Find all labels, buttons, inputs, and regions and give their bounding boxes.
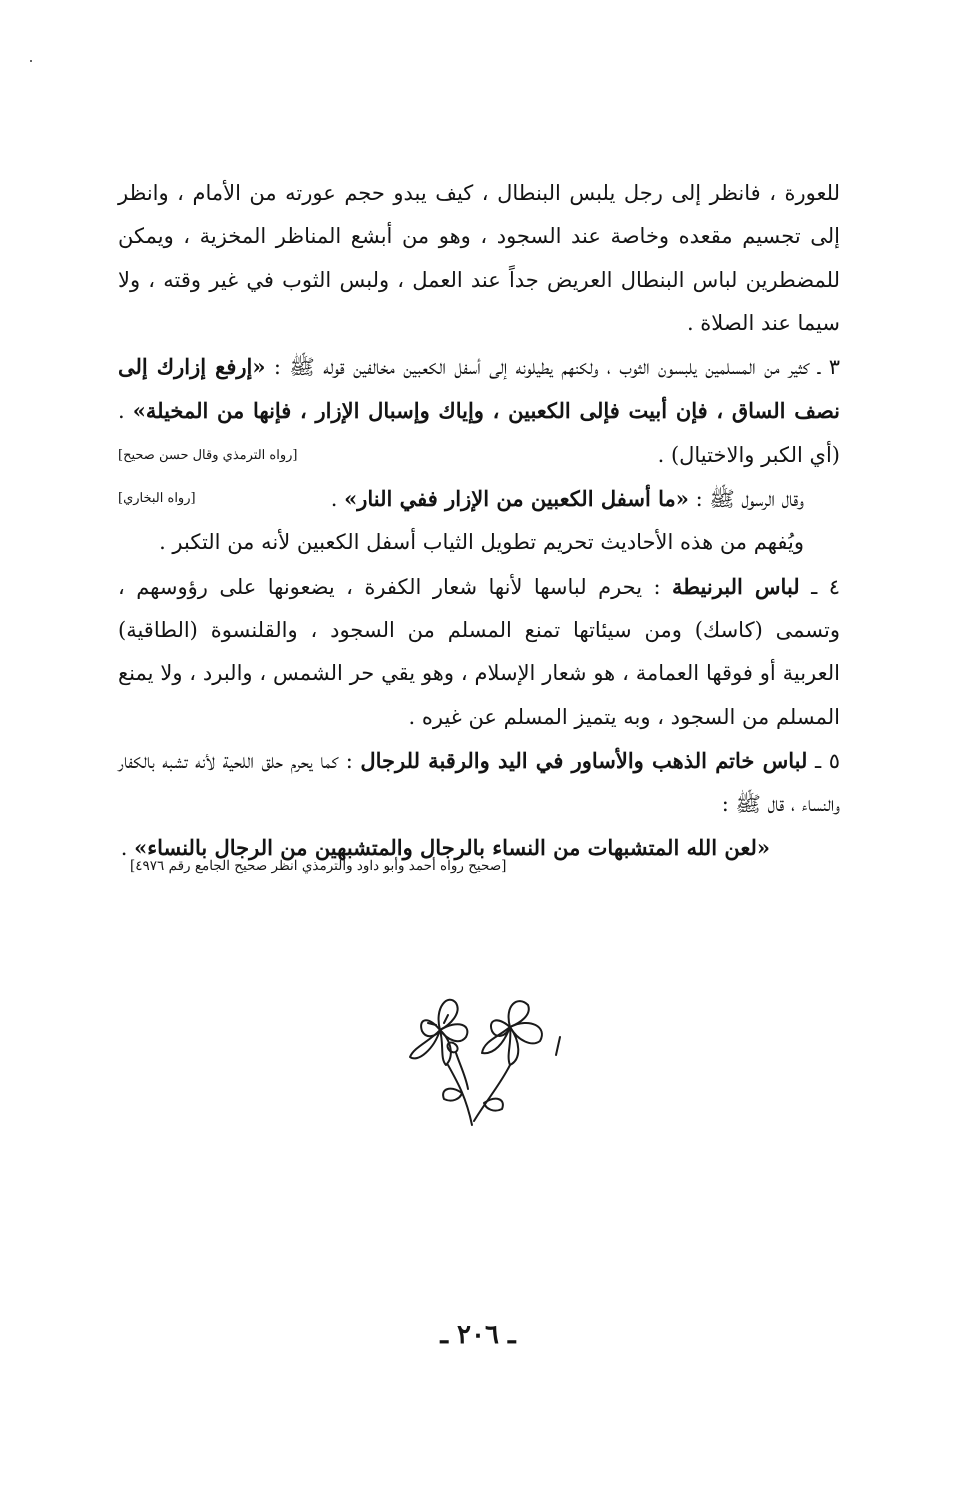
item-text: . (أي الكبر والاختيال) . (118, 399, 840, 467)
hadith-reference: [رواه البخاري] (118, 491, 196, 507)
list-item-3 (118, 345, 840, 564)
item-number: ٤ ـ (811, 574, 841, 599)
hadith-quote: «لعن الله المتشبهات من النساء بالرجال والمتشبهين من الرجال بالنساء» (134, 835, 770, 861)
hadith-source: [صحيح رواه أحمد وأبو داود والترمذي انظر صحيح الجامع رقم ٤٩٧٦] (130, 858, 507, 874)
hadith-quote: «إرفع إزارك إلى نصف الساق ، فإن أبيت فإلى الكعبين ، وإياك وإسبال الإزار ، فإنها من المخيلة» (118, 354, 841, 424)
item-text: : يحرم لباسها لأنها شعار الكفرة ، يضعونها على رؤوسهم ، وتسمى (كاسك) ومن سيئاتها تمنع المسلم من السجود ، والقلنسوة (الطاقية) العربية أو فوقها العمامة ، هو شعار الإسلام ، وهو يقي حر الشمس ، والبرد ، ولا يمنع المسلم من السجود ، وبه يتميز المسلم عن غيره . (118, 574, 840, 729)
item-number: ٥ ـ (814, 748, 841, 773)
item-text: : كما يحرم حلق اللحية لأنه تشبه بالكفار والنساء ، قال ﷺ : (118, 748, 840, 817)
item-continuation (118, 477, 840, 521)
item-continuation: ويُفهم من هذه الأحاديث تحريم تطويل الثياب أسفل الكعبين لأنه من التكبر . (159, 530, 804, 555)
item-number: ٣ ـ (817, 355, 840, 380)
item-text: . (120, 836, 135, 861)
hadith-quote: «ما أسفل الكعبين من الإزار ففي النار» (344, 486, 689, 512)
item-title: لباس البرنيطة (672, 573, 800, 599)
scan-speck (30, 60, 32, 62)
item-text: وقال الرسول ﷺ : (688, 487, 804, 512)
hadith-reference: [رواه الترمذي وقال حسن صحيح] (118, 447, 298, 463)
intro-paragraph: للعورة ، فانظر إلى رجل يلبس البنطال ، كيف يبدو حجم عورته من الأمام ، وانظر إلى تجسيم مقعده وخاصة عند السجود ، وهو من أبشع المناظر المخزية ، ويمكن للمضطرين لباس البنطال العريض جداً عند العمل ، ولبس الثوب في غير وقته ، ولا سيما عند الصلاة . (118, 181, 840, 335)
item-title: لباس خاتم الذهب والأساور في اليد والرقبة للرجال (360, 747, 808, 773)
list-item-5 (118, 739, 840, 871)
item-text: . (330, 487, 345, 512)
page-number: ـ ٢٠٦ ـ (440, 1320, 516, 1350)
main-text (118, 172, 840, 871)
list-item-4 (118, 565, 840, 739)
flower-sketch-icon (400, 985, 575, 1130)
item-text: كثير من المسلمين يلبسون الثوب ، ولكنهم يطيلونه إلى أسفل الكعبين مخالفين قوله ﷺ : (265, 355, 810, 380)
